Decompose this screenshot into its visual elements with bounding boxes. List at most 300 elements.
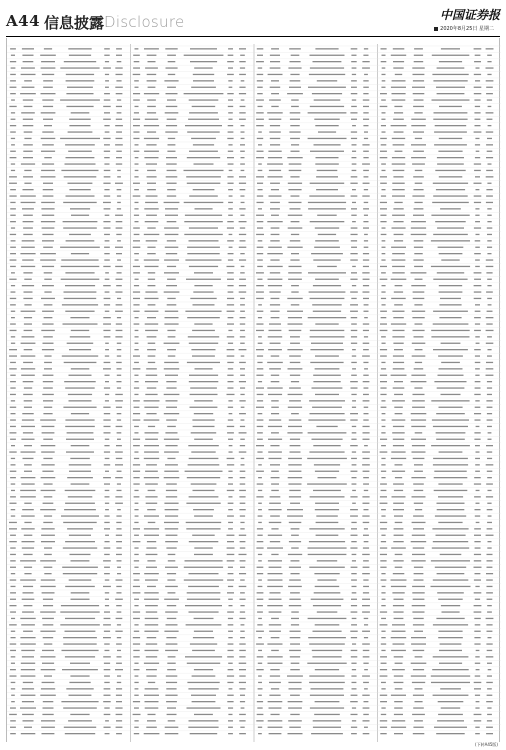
table-cell-text xyxy=(116,55,122,56)
table-cell-text xyxy=(144,48,159,49)
table-cell-text xyxy=(315,624,340,625)
table-cell-text xyxy=(239,61,245,62)
table-cell-text xyxy=(258,509,262,510)
table-cell-text xyxy=(256,125,264,126)
table-cell-text xyxy=(42,215,54,216)
table-cell-text xyxy=(351,375,357,376)
table-cell-text xyxy=(186,503,220,504)
table-cell-text xyxy=(258,381,262,382)
table-cell-text xyxy=(438,631,462,632)
table-cell-text xyxy=(166,490,177,491)
table-cell-text xyxy=(241,624,245,625)
table-cell-text xyxy=(115,266,123,267)
table-cell-text xyxy=(270,61,280,62)
table-cell-text xyxy=(43,247,53,248)
table-cell-text xyxy=(10,189,16,190)
table-cell-text xyxy=(487,227,493,228)
table-cell-text xyxy=(351,624,357,625)
table-cell-text xyxy=(22,509,34,510)
table-cell-text xyxy=(187,317,220,318)
table-cell-text xyxy=(486,48,494,49)
table-cell-text xyxy=(350,253,357,254)
table-cell-text xyxy=(441,707,461,708)
table-cell-text xyxy=(487,528,493,529)
table-cell-text xyxy=(167,579,175,580)
table-cell-text xyxy=(350,183,357,184)
table-cell-text xyxy=(434,131,467,132)
table-cell-text xyxy=(239,285,246,286)
table-cell-text xyxy=(391,586,406,587)
table-cell-text xyxy=(415,509,422,510)
table-cell-text xyxy=(10,560,16,561)
table-cell-text xyxy=(291,285,299,286)
table-cell-text xyxy=(382,426,386,427)
table-cell-text xyxy=(105,61,109,62)
table-cell-text xyxy=(41,151,55,152)
table-cell-text xyxy=(145,119,158,120)
table-cell-text xyxy=(21,624,35,625)
table-cell-text xyxy=(147,336,157,337)
table-cell-text xyxy=(134,208,138,209)
table-cell-text xyxy=(134,381,138,382)
table-cell-text xyxy=(476,503,480,504)
table-cell-text xyxy=(228,99,233,100)
table-cell-text xyxy=(474,528,481,529)
table-cell-text xyxy=(258,675,262,676)
table-cell-text xyxy=(271,554,278,555)
table-cell-text xyxy=(362,496,369,497)
table-cell-text xyxy=(115,183,123,184)
table-cell-text xyxy=(10,496,16,497)
table-cell-text xyxy=(24,471,32,472)
table-cell-text xyxy=(393,503,404,504)
table-cell-text xyxy=(117,189,122,190)
table-cell-text xyxy=(351,727,357,728)
table-cell-text xyxy=(415,138,422,139)
table-cell-text xyxy=(239,554,247,555)
table-cell-text xyxy=(391,458,406,459)
table-cell-text xyxy=(431,675,470,676)
table-cell-text xyxy=(227,554,235,555)
table-cell-text xyxy=(256,285,264,286)
table-cell-text xyxy=(69,695,92,696)
table-cell-text xyxy=(145,439,158,440)
table-cell-text xyxy=(11,163,15,164)
table-cell-text xyxy=(441,343,461,344)
table-cell-text xyxy=(271,227,280,228)
table-cell-text xyxy=(228,599,233,600)
table-cell-text xyxy=(104,195,110,196)
table-cell-text xyxy=(267,586,283,587)
table-cell-text xyxy=(381,458,385,459)
table-cell-text xyxy=(394,714,403,715)
table-cell-text xyxy=(105,215,110,216)
table-cell-text xyxy=(381,477,385,478)
table-cell-text xyxy=(381,515,385,516)
table-cell-text xyxy=(476,151,480,152)
table-cell-text xyxy=(435,567,466,568)
table-cell-text xyxy=(380,439,387,440)
table-cell-text xyxy=(413,458,425,459)
table-cell-text xyxy=(287,93,303,94)
table-cell-text xyxy=(269,195,282,196)
table-cell-text xyxy=(228,343,233,344)
table-cell-text xyxy=(291,291,298,292)
table-cell-text xyxy=(193,490,215,491)
table-cell-text xyxy=(133,266,140,267)
table-cell-text xyxy=(431,400,469,401)
table-cell-text xyxy=(486,144,493,145)
table-cell-text xyxy=(364,413,369,414)
table-cell-text xyxy=(133,195,141,196)
table-cell-text xyxy=(71,592,90,593)
table-cell-text xyxy=(41,61,55,62)
table-cell-text xyxy=(20,579,36,580)
table-cell-text xyxy=(68,720,92,721)
table-cell-text xyxy=(476,189,480,190)
table-cell-text xyxy=(257,701,263,702)
table-cell-text xyxy=(351,637,357,638)
table-cell-text xyxy=(412,611,424,612)
table-cell-text xyxy=(474,170,481,171)
table-cell-text xyxy=(189,375,218,376)
table-cell-text xyxy=(134,215,139,216)
table-cell-text xyxy=(289,688,302,689)
table-cell-text xyxy=(240,298,245,299)
table-cell-text xyxy=(487,298,492,299)
table-cell-text xyxy=(190,733,218,734)
table-cell-text xyxy=(475,407,481,408)
table-cell-text xyxy=(191,138,216,139)
table-cell-text xyxy=(134,458,139,459)
table-cell-text xyxy=(352,266,356,267)
table-cell-text xyxy=(164,413,179,414)
table-cell-text xyxy=(474,48,482,49)
table-cell-text xyxy=(41,477,56,478)
table-cell-text xyxy=(288,272,302,273)
table-cell-text xyxy=(41,67,56,68)
table-cell-text xyxy=(380,355,387,356)
table-cell-text xyxy=(392,266,405,267)
table-cell-text xyxy=(413,259,423,260)
table-cell-text xyxy=(135,170,139,171)
table-cell-text xyxy=(436,618,464,619)
table-cell-text xyxy=(351,605,357,606)
table-cell-text xyxy=(117,419,121,420)
table-cell-text xyxy=(240,605,244,606)
table-cell-text xyxy=(24,445,32,446)
table-cell-text xyxy=(268,247,282,248)
table-cell-text xyxy=(43,503,54,504)
table-cell-text xyxy=(9,349,17,350)
table-cell-text xyxy=(351,471,358,472)
table-cell-text xyxy=(40,509,56,510)
table-cell-text xyxy=(168,554,176,555)
table-cell-text xyxy=(24,522,31,523)
table-cell-text xyxy=(486,291,493,292)
table-cell-text xyxy=(227,304,234,305)
table-cell-text xyxy=(487,675,492,676)
table-cell-text xyxy=(115,477,123,478)
table-cell-text xyxy=(40,695,56,696)
table-cell-text xyxy=(11,656,16,657)
table-cell-text xyxy=(258,240,263,241)
table-cell-text xyxy=(166,419,177,420)
table-cell-text xyxy=(103,138,110,139)
table-cell-text xyxy=(363,522,370,523)
table-cell-text xyxy=(239,381,246,382)
table-cell-text xyxy=(271,400,279,401)
table-cell-text xyxy=(411,663,427,664)
table-cell-text xyxy=(486,368,494,369)
table-cell-text xyxy=(23,458,34,459)
table-cell-text xyxy=(309,74,345,75)
table-cell-text xyxy=(474,592,482,593)
table-cell-text xyxy=(257,592,264,593)
table-cell-text xyxy=(23,227,33,228)
table-cell-text xyxy=(240,144,245,145)
table-cell-text xyxy=(257,259,263,260)
table-cell-text xyxy=(271,432,279,433)
table-cell-text xyxy=(134,234,140,235)
table-cell-text xyxy=(487,503,491,504)
table-cell-text xyxy=(10,221,16,222)
table-cell-text xyxy=(134,362,139,363)
table-cell-text xyxy=(257,80,263,81)
table-cell-text xyxy=(135,336,139,337)
table-cell-text xyxy=(291,144,299,145)
table-cell-text xyxy=(486,330,494,331)
table-cell-text xyxy=(117,509,121,510)
table-cell-text xyxy=(63,227,97,228)
table-cell-text xyxy=(312,656,341,657)
table-cell-text xyxy=(363,112,368,113)
table-cell-text xyxy=(351,317,358,318)
table-cell-text xyxy=(105,355,109,356)
table-cell-text xyxy=(187,362,220,363)
table-cell-text xyxy=(394,656,404,657)
table-cell-text xyxy=(240,368,245,369)
table-cell-text xyxy=(474,279,481,280)
table-cell-text xyxy=(381,682,386,683)
table-cell-text xyxy=(23,125,34,126)
table-cell-text xyxy=(312,93,342,94)
table-cell-text xyxy=(310,707,344,708)
table-cell-text xyxy=(413,176,424,177)
table-cell-text xyxy=(442,611,460,612)
table-cell-text xyxy=(380,394,386,395)
table-cell-text xyxy=(189,240,219,241)
table-cell-text xyxy=(380,93,387,94)
table-cell-text xyxy=(104,611,110,612)
table-cell-text xyxy=(187,253,219,254)
table-cell-text xyxy=(147,586,156,587)
table-cell-text xyxy=(167,170,177,171)
table-cell-text xyxy=(268,509,281,510)
table-cell-text xyxy=(22,541,35,542)
table-cell-text xyxy=(69,400,92,401)
table-cell-text xyxy=(439,317,461,318)
table-cell-text xyxy=(66,157,95,158)
table-cell-text xyxy=(115,707,122,708)
table-cell-text xyxy=(164,291,180,292)
table-cell-text xyxy=(146,464,157,465)
table-cell-text xyxy=(435,170,465,171)
table-cell-text xyxy=(43,343,54,344)
table-cell-text xyxy=(393,387,405,388)
table-cell-text xyxy=(351,80,357,81)
table-cell-text xyxy=(308,637,346,638)
table-cell-text xyxy=(164,259,179,260)
table-cell-text xyxy=(189,720,219,721)
table-cell-text xyxy=(309,643,345,644)
table-cell-text xyxy=(394,618,404,619)
table-cell-text xyxy=(314,464,340,465)
table-cell-text xyxy=(289,490,300,491)
table-cell-text xyxy=(269,99,281,100)
table-cell-text xyxy=(133,618,140,619)
table-cell-text xyxy=(21,528,34,529)
table-cell-text xyxy=(256,643,264,644)
table-cell-text xyxy=(167,605,176,606)
table-cell-text xyxy=(105,490,110,491)
table-cell-text xyxy=(432,55,470,56)
table-cell-text xyxy=(104,727,111,728)
table-cell-text xyxy=(289,522,302,523)
table-cell-text xyxy=(412,407,425,408)
table-cell-text xyxy=(412,554,425,555)
table-cell-text xyxy=(437,592,464,593)
table-cell-text xyxy=(412,343,426,344)
table-cell-text xyxy=(412,496,426,497)
table-cell-text xyxy=(257,247,264,248)
table-cell-text xyxy=(22,419,34,420)
table-cell-text xyxy=(133,643,140,644)
table-cell-text xyxy=(21,733,36,734)
table-cell-text xyxy=(24,170,31,171)
table-cell-text xyxy=(228,330,232,331)
table-cell-text xyxy=(227,227,234,228)
table-cell-text xyxy=(486,535,494,536)
table-cell-text xyxy=(103,317,111,318)
table-cell-text xyxy=(185,215,222,216)
table-cell-text xyxy=(10,419,16,420)
table-cell-text xyxy=(134,151,140,152)
table-cell-text xyxy=(381,688,385,689)
table-cell-text xyxy=(412,67,424,68)
table-cell-text xyxy=(239,176,246,177)
table-cell-text xyxy=(43,599,53,600)
table-cell-text xyxy=(270,144,280,145)
table-cell-text xyxy=(227,490,234,491)
table-cell-text xyxy=(103,656,111,657)
table-cell-text xyxy=(145,701,159,702)
page-header xyxy=(6,6,500,36)
table-cell-text xyxy=(134,80,139,81)
table-cell-text xyxy=(310,496,345,497)
table-cell-text xyxy=(352,407,356,408)
table-cell-text xyxy=(146,669,157,670)
table-cell-text xyxy=(488,515,492,516)
table-cell-text xyxy=(414,253,422,254)
table-cell-text xyxy=(44,554,52,555)
table-cell-text xyxy=(23,99,33,100)
table-cell-text xyxy=(380,611,387,612)
table-cell-text xyxy=(116,80,121,81)
table-cell-text xyxy=(42,426,55,427)
table-cell-text xyxy=(42,131,53,132)
table-cell-text xyxy=(23,394,33,395)
table-cell-text xyxy=(439,176,463,177)
table-cell-text xyxy=(381,714,386,715)
table-cell-text xyxy=(487,407,493,408)
table-cell-text xyxy=(166,400,178,401)
table-cell-text xyxy=(393,362,404,363)
table-cell-text xyxy=(475,464,480,465)
table-cell-text xyxy=(71,368,90,369)
table-cell-text xyxy=(24,138,31,139)
table-cell-text xyxy=(487,631,493,632)
table-cell-text xyxy=(135,317,139,318)
table-cell-text xyxy=(117,112,122,113)
table-cell-text xyxy=(351,343,357,344)
table-cell-text xyxy=(166,106,178,107)
table-cell-text xyxy=(239,535,246,536)
table-cell-text xyxy=(352,144,357,145)
table-cell-text xyxy=(414,202,422,203)
table-cell-text xyxy=(240,240,246,241)
table-cell-text xyxy=(441,259,459,260)
table-cell-text xyxy=(439,407,463,408)
table-cell-text xyxy=(291,195,300,196)
table-cell-text xyxy=(318,477,337,478)
table-cell-text xyxy=(195,208,213,209)
table-cell-text xyxy=(267,547,283,548)
table-cell-text xyxy=(105,291,110,292)
table-cell-text xyxy=(165,586,178,587)
table-cell-text xyxy=(310,298,345,299)
table-cell-text xyxy=(44,675,52,676)
table-cell-text xyxy=(395,151,403,152)
table-cell-text xyxy=(65,541,95,542)
table-cell-text xyxy=(352,285,356,286)
table-cell-text xyxy=(20,496,36,497)
table-cell-text xyxy=(415,432,423,433)
table-cell-text xyxy=(363,227,369,228)
table-cell-text xyxy=(392,631,406,632)
table-cell-text xyxy=(105,375,110,376)
table-cell-text xyxy=(309,682,345,683)
table-cell-text xyxy=(61,701,98,702)
table-cell-text xyxy=(165,695,177,696)
table-cell-text xyxy=(227,311,235,312)
table-cell-text xyxy=(474,74,481,75)
table-cell-text xyxy=(239,234,246,235)
table-cell-text xyxy=(412,714,425,715)
table-cell-text xyxy=(103,119,111,120)
table-cell-text xyxy=(148,304,156,305)
table-cell-text xyxy=(381,663,387,664)
table-cell-text xyxy=(147,387,157,388)
table-cell-text xyxy=(103,323,111,324)
table-cell-text xyxy=(135,144,139,145)
table-cell-text xyxy=(351,599,357,600)
table-cell-text xyxy=(187,157,220,158)
table-cell-text xyxy=(193,144,214,145)
table-cell-text xyxy=(228,381,234,382)
table-cell-text xyxy=(228,669,234,670)
table-cell-text xyxy=(117,573,121,574)
